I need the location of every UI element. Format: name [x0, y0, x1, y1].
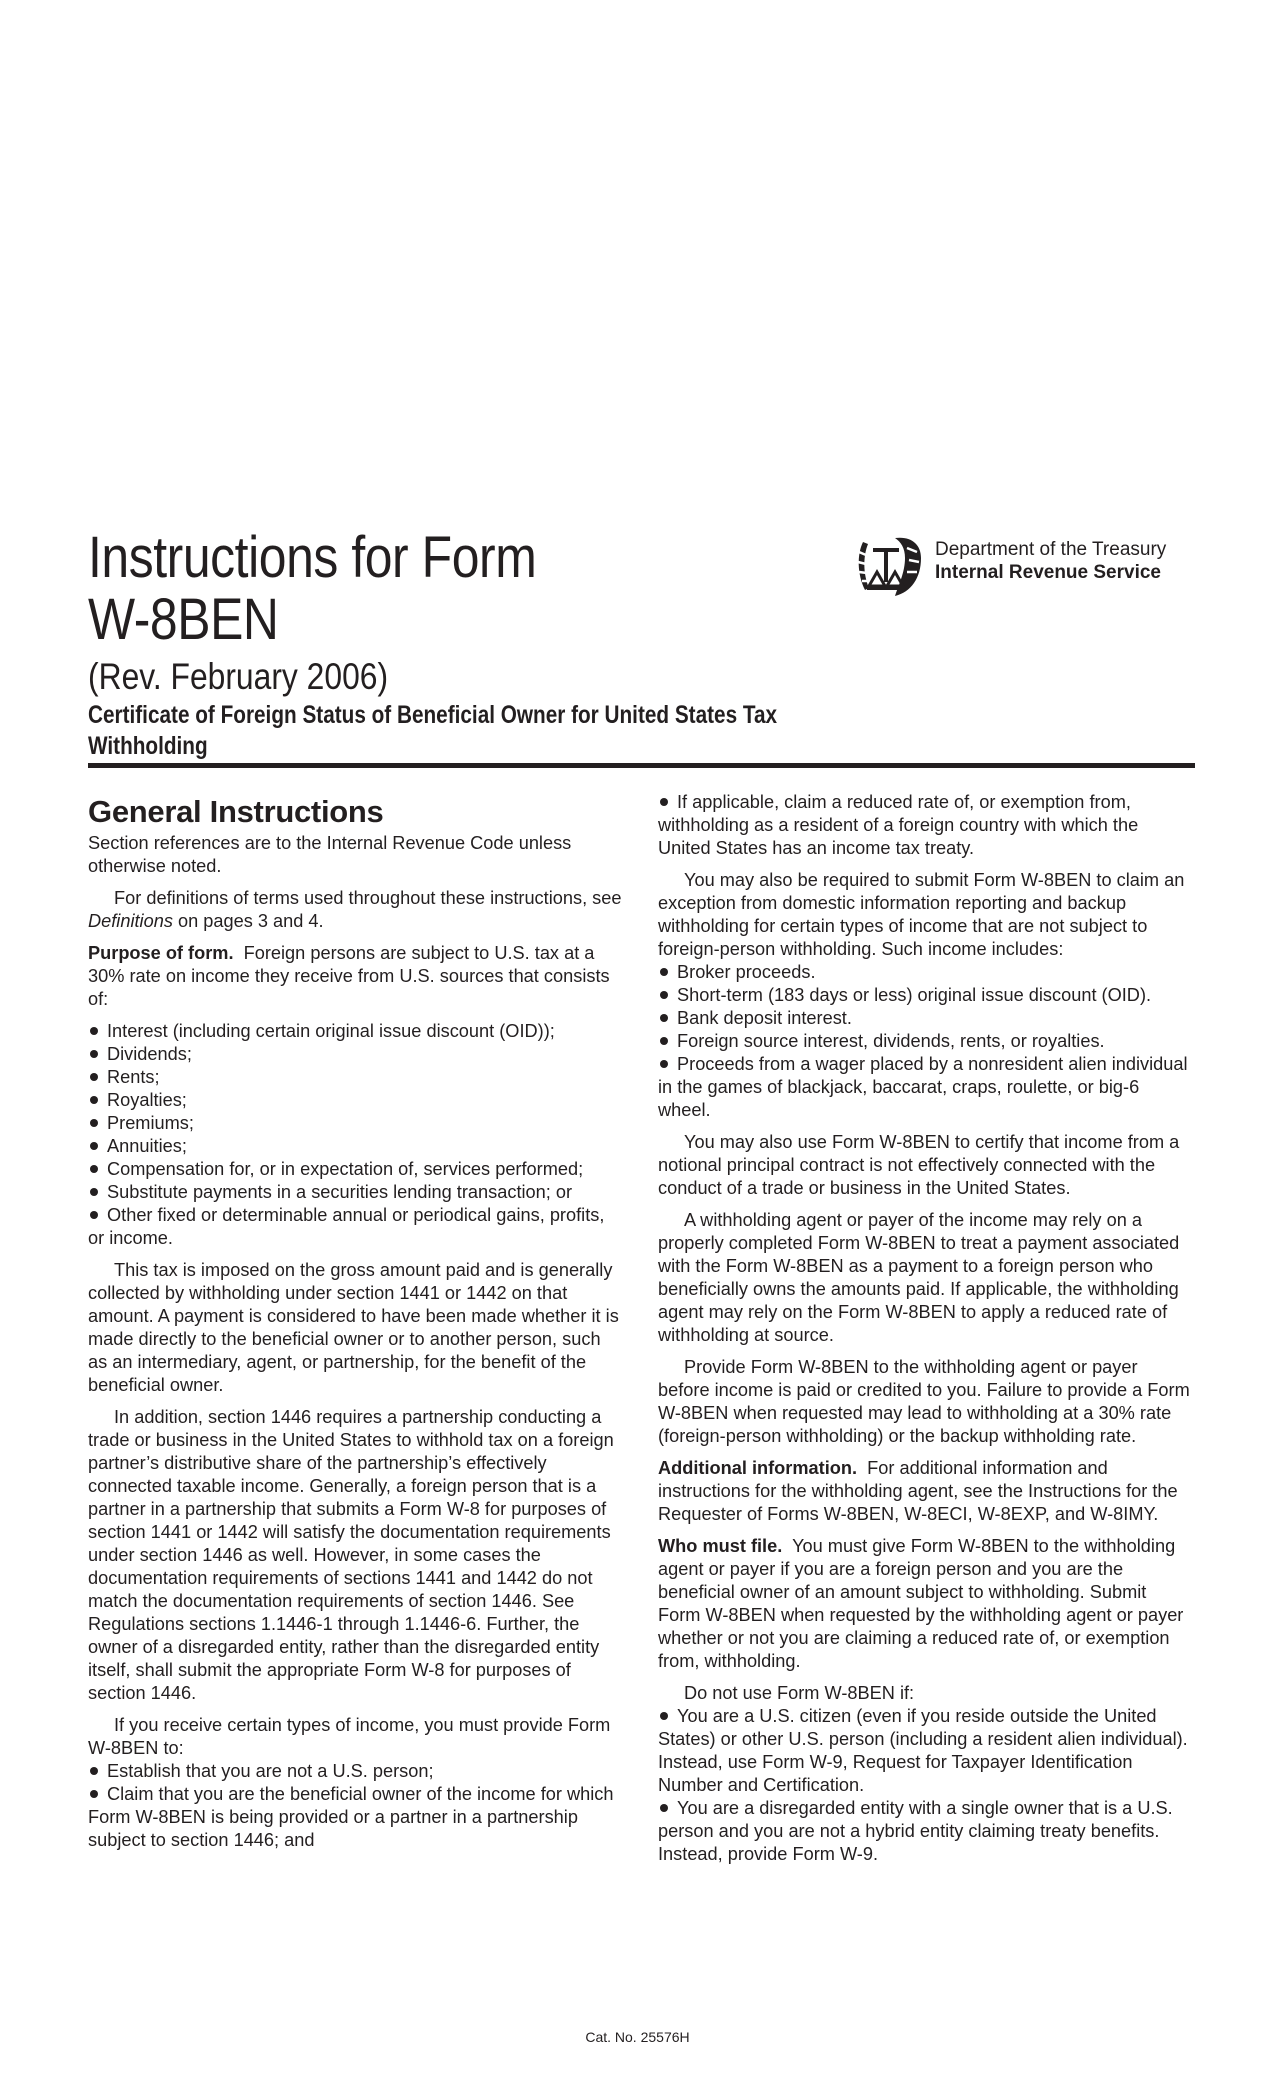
list-item-text: Compensation for, or in expectation of, services performed; — [107, 1159, 584, 1179]
bullet-icon — [660, 1712, 668, 1720]
additional-information-text: For additional information and instructions for the withholding agent, see the Instructions for the Requester of Forms W-8BEN, W-8ECI, W-8EXP, and W-8IMY. — [658, 1458, 1178, 1524]
list-item — [88, 1204, 623, 1250]
bullet-icon — [660, 1037, 668, 1045]
bullet-icon — [90, 1767, 98, 1775]
list-item-text: Premiums; — [107, 1113, 194, 1133]
right-column — [658, 791, 1193, 1875]
list-item-text: You are a disregarded entity with a single owner that is a U.S. person and you are not a hybrid entity claiming treaty benefits. Instead, provide Form W-9. — [658, 1798, 1173, 1864]
document-subtitle — [88, 700, 777, 762]
list-item-text: Annuities; — [107, 1136, 187, 1156]
list-item — [88, 1760, 623, 1783]
list-item — [658, 1030, 1193, 1053]
purpose-text: Foreign persons are subject to U.S. tax at a 30% rate on income they receive from U.S. sources that consists of: — [88, 943, 610, 1009]
agency-department: Department of the Treasury — [935, 539, 1167, 560]
list-item-text: Interest (including certain original issue discount (OID)); — [107, 1021, 555, 1041]
bullet-icon — [660, 968, 668, 976]
list-item — [88, 1135, 623, 1158]
list-item-text: Royalties; — [107, 1090, 187, 1110]
bullet-icon — [660, 991, 668, 999]
list-item — [88, 1158, 623, 1181]
list-item — [88, 1066, 623, 1089]
document-title — [88, 527, 536, 651]
catalog-number: Cat. No. 25576H — [585, 2029, 690, 2045]
bullet-icon — [660, 1014, 668, 1022]
bullet-icon — [660, 1804, 668, 1812]
section-heading-general-instructions: General Instructions — [88, 794, 384, 829]
definitions-link-text: Definitions — [88, 911, 173, 931]
bullet-icon — [90, 1073, 98, 1081]
list-item-text: Substitute payments in a securities lending transaction; or — [107, 1182, 573, 1202]
purpose-paragraph — [88, 942, 623, 1011]
revision-date: (Rev. February 2006) — [88, 656, 389, 697]
do-not-use-intro: Do not use Form W-8BEN if: — [684, 1683, 915, 1703]
bullet-icon — [90, 1165, 98, 1173]
notional-contract-paragraph: You may also use Form W-8BEN to certify that income from a notional principal contract is not effectively connected with the conduct of a trade or business in the United States. — [658, 1132, 1180, 1198]
bullet-icon — [90, 1142, 98, 1150]
list-item — [658, 1053, 1193, 1122]
exception-income-list — [658, 961, 1193, 1122]
list-item — [88, 1020, 623, 1043]
agency-block — [855, 538, 1166, 598]
left-column — [88, 794, 623, 1861]
irs-eagle-logo-icon — [855, 534, 927, 598]
purpose-label: Purpose of form. — [88, 943, 234, 963]
list-item — [658, 961, 1193, 984]
who-must-file-paragraph — [658, 1535, 1193, 1673]
list-item — [88, 1112, 623, 1135]
tax-imposed-paragraph: This tax is imposed on the gross amount paid and is generally collected by withholding under section 1441 or 1442 on that amount. A payment is considered to have been made whether it is made directly to the beneficial owner or to another person, such as an intermediary, agent, or partnership, for the benefit of the beneficial owner. — [88, 1260, 619, 1395]
who-must-file-text: You must give Form W-8BEN to the withholding agent or payer if you are a foreign person and you are the beneficial owner of an amount subject to withholding. Submit Form W-8BEN when requested by the withholding agent or payer whether or not you are claiming a reduced rate of, or exemption from, withholding. — [658, 1536, 1184, 1671]
exception-paragraph: You may also be required to submit Form W-8BEN to claim an exception from domestic information reporting and backup withholding for certain types of income that are not subject to foreign-person withholding. Such income includes: — [658, 870, 1185, 959]
list-item — [88, 1043, 623, 1066]
list-item-text: Foreign source interest, dividends, rents, or royalties. — [677, 1031, 1105, 1051]
list-item — [88, 1181, 623, 1204]
header-divider — [88, 763, 1195, 768]
income-types-list — [88, 1020, 623, 1250]
bullet-icon — [90, 1050, 98, 1058]
list-item-text: Other fixed or determinable annual or periodical gains, profits, or income. — [88, 1205, 605, 1248]
subtitle-line-1: Certificate of Foreign Status of Beneficial Owner for United States Tax — [88, 701, 778, 729]
definitions-paragraph — [88, 887, 623, 933]
provide-form-paragraph: Provide Form W-8BEN to the withholding agent or payer before income is paid or credited to you. Failure to provide a Form W-8BEN when requested may lead to withholding at a 30% rate (foreign-person withholding) or the backup withholding rate. — [658, 1357, 1190, 1446]
list-item — [88, 1089, 623, 1112]
bullet-icon — [90, 1119, 98, 1127]
list-item-text: Claim that you are the beneficial owner of the income for which Form W-8BEN is being provided or a partner in a partnership subject to section 1446; and — [88, 1784, 614, 1850]
list-item — [658, 1705, 1193, 1797]
agency-irs: Internal Revenue Service — [935, 562, 1161, 583]
title-line-1: Instructions for Form — [88, 525, 537, 590]
bullet-icon — [90, 1188, 98, 1196]
list-item — [658, 791, 1193, 860]
list-item — [658, 984, 1193, 1007]
list-item-text: Rents; — [107, 1067, 160, 1087]
bullet-icon — [90, 1027, 98, 1035]
list-item-text: Dividends; — [107, 1044, 192, 1064]
bullet-icon — [90, 1096, 98, 1104]
list-item — [658, 1797, 1193, 1866]
subtitle-line-2: Withholding — [88, 732, 208, 760]
bullet-icon — [90, 1790, 98, 1798]
who-must-file-label: Who must file. — [658, 1536, 783, 1556]
list-item-text: Bank deposit interest. — [677, 1008, 852, 1028]
must-provide-list — [88, 1760, 623, 1852]
definitions-text: For definitions of terms used throughout these instructions, see — [114, 888, 622, 908]
list-item — [658, 1007, 1193, 1030]
do-not-use-list — [658, 1705, 1193, 1866]
list-item — [88, 1783, 623, 1852]
bullet-icon — [660, 798, 668, 806]
list-item-text: Proceeds from a wager placed by a nonresident alien individual in the games of blackjack, baccarat, craps, roulette, or big-6 wheel. — [658, 1054, 1188, 1120]
section-1446-paragraph: In addition, section 1446 requires a partnership conducting a trade or business in the United States to withhold tax on a foreign partner’s distributive share of the partnership’s effectively connected taxable income. Generally, a foreign person that is a partner in a partnership that submits a Form W-8 for purposes of section 1441 or 1442 will satisfy the documentation requirements under section 1446 as well. However, in some cases the documentation requirements of sections 1441 and 1442 do not match the documentation requirements of section 1446. See Regulations sections 1.1446-1 through 1.1446-6. Further, the owner of a disregarded entity, rather than the disregarded entity itself, shall submit the appropriate Form W-8 for purposes of section 1446. — [88, 1407, 614, 1703]
list-item-text: If applicable, claim a reduced rate of, or exemption from, withholding as a resident of a foreign country with which the United States has an income tax treaty. — [658, 792, 1139, 858]
bullet-icon — [660, 1060, 668, 1068]
bullet-icon — [90, 1211, 98, 1219]
definitions-pages: on pages 3 and 4. — [172, 911, 324, 931]
list-item-text: You are a U.S. citizen (even if you reside outside the United States) or other U.S. person (including a resident alien individual). Instead, use Form W-9, Request for Taxpayer Identification Number and Certification. — [658, 1706, 1188, 1795]
intro-paragraph: Section references are to the Internal Revenue Code unless otherwise noted. — [88, 833, 572, 876]
must-provide-intro: If you receive certain types of income, you must provide Form W-8BEN to: — [88, 1715, 611, 1758]
list-item-text: Short-term (183 days or less) original issue discount (OID). — [677, 985, 1152, 1005]
withholding-agent-rely-paragraph: A withholding agent or payer of the income may rely on a properly completed Form W-8BEN to treat a payment associated with the Form W-8BEN as a payment to a foreign person who beneficially owns the amounts paid. If applicable, the withholding agent may rely on the Form W-8BEN to apply a reduced rate of withholding at source. — [658, 1210, 1180, 1345]
list-item-text: Broker proceeds. — [677, 962, 816, 982]
additional-information-label: Additional information. — [658, 1458, 858, 1478]
list-item-text: Establish that you are not a U.S. person; — [107, 1761, 434, 1781]
treaty-list — [658, 791, 1193, 860]
additional-information-paragraph — [658, 1457, 1193, 1526]
title-line-2: W-8BEN — [88, 587, 279, 652]
